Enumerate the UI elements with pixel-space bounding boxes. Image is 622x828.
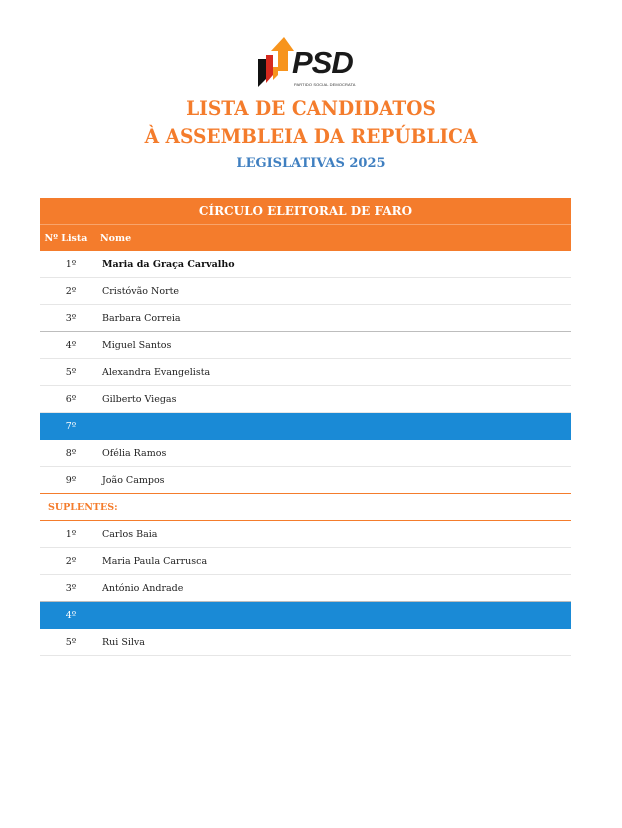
row-name: Carlos Baia: [102, 528, 158, 540]
table-row: [40, 521, 571, 548]
row-number: 5º: [65, 366, 77, 378]
logo-wordmark: PSD: [292, 45, 353, 80]
page-title-line1: LISTA DE CANDIDATOS: [186, 96, 436, 120]
row-name: Alexandra Evangelista: [102, 366, 211, 378]
column-header-num: Nº Lista: [44, 232, 88, 244]
row-number: 7º: [65, 420, 77, 432]
table-row: [40, 467, 571, 494]
table-row: [40, 359, 571, 386]
table-row: [40, 251, 571, 278]
row-number: 3º: [65, 582, 77, 594]
column-header-name: Nome: [100, 232, 132, 244]
table-row: [40, 278, 571, 305]
row-name: Maria da Graça Carvalho: [102, 258, 235, 270]
table-row: [40, 332, 571, 359]
table-row: [40, 629, 571, 656]
psd-logo: [254, 31, 366, 91]
row-name: Barbara Correia: [102, 312, 181, 324]
row-number: 3º: [65, 312, 77, 324]
table-row-highlighted: [40, 413, 571, 440]
table-row: [40, 440, 571, 467]
row-number: 1º: [65, 258, 77, 270]
page-subtitle: LEGISLATIVAS 2025: [236, 156, 386, 171]
table-row: [40, 575, 571, 602]
row-number: 4º: [65, 609, 77, 621]
column-header-row: [40, 225, 571, 251]
table-row-highlighted: [40, 602, 571, 629]
row-number: 2º: [65, 555, 77, 567]
table-row: [40, 305, 571, 332]
row-name: Gilberto Viegas: [102, 393, 177, 405]
row-name: Maria Paula Carrusca: [102, 555, 208, 567]
row-name: Ofélia Ramos: [102, 447, 167, 459]
row-number: 9º: [65, 474, 77, 486]
row-name: Cristóvão Norte: [102, 285, 180, 297]
row-name: Miguel Santos: [102, 339, 172, 351]
row-number: 2º: [65, 285, 77, 297]
psd-arrow-logo-icon: [254, 31, 294, 91]
row-name: João Campos: [102, 474, 165, 486]
row-name: António Andrade: [102, 582, 184, 594]
table-row: [40, 548, 571, 575]
row-number: 1º: [65, 528, 77, 540]
row-number: 5º: [65, 636, 77, 648]
row-name: Rui Silva: [102, 636, 145, 648]
page-title-line2: À ASSEMBLEIA DA REPÚBLICA: [144, 124, 478, 148]
circle-header: CÍRCULO ELEITORAL DE FARO: [40, 198, 571, 225]
row-number: 8º: [65, 447, 77, 459]
logo-subtitle: PARTIDO SOCIAL DEMOCRATA: [294, 82, 356, 87]
table-row: [40, 386, 571, 413]
candidates-table: [40, 198, 571, 656]
row-number: 6º: [65, 393, 77, 405]
suplentes-label: SUPLENTES:: [40, 494, 571, 521]
row-number: 4º: [65, 339, 77, 351]
